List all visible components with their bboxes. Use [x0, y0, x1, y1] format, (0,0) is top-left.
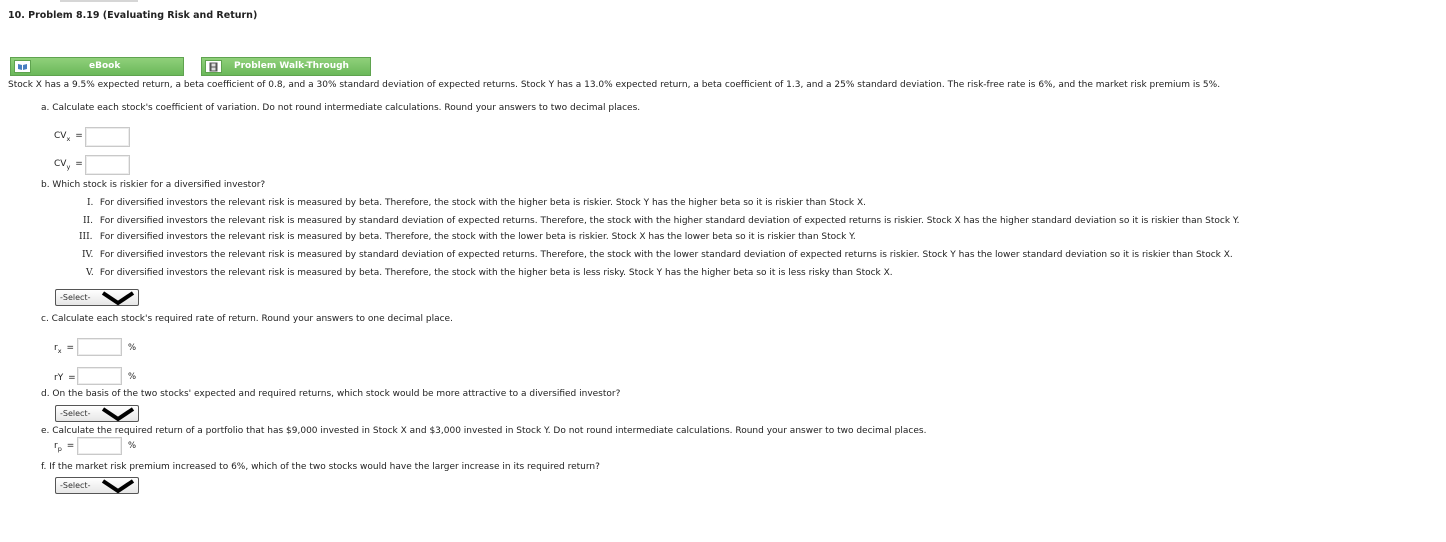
problem-title: 10. Problem 8.19 (Evaluating Risk and Return) [8, 10, 258, 21]
part-d-select[interactable]: -Select- [55, 405, 139, 422]
chevron-down-icon [99, 405, 137, 422]
part-b-prompt: b. Which stock is riskier for a diversified investor? [41, 180, 266, 190]
cvx-input[interactable] [85, 127, 130, 147]
rp-input[interactable] [77, 437, 122, 455]
rp-percent: % [128, 441, 137, 451]
ry-percent: % [128, 372, 137, 382]
part-e-prompt: e. Calculate the required return of a portfolio that has $9,000 invested in Stock X and $3,000 invested in Stock Y. Do not round intermediate calculations. Round your answer to two decimal places. [41, 426, 927, 436]
ry-input[interactable] [77, 367, 122, 385]
rx-label: $r_x$ = [54, 343, 74, 355]
ebook-label: eBook [89, 61, 121, 71]
option-v: V. For diversified investors the relevant risk is measured by beta. Therefore, the stock with the higher beta is less risky. Stock Y has the higher beta so it is less risky than Stock X. [86, 268, 893, 278]
problem-walkthrough-button[interactable] [201, 57, 371, 76]
film-icon [205, 60, 222, 73]
option-iii: III. For diversified investors the relevant risk is measured by beta. Therefore, the stock with the lower beta is riskier. Stock X has the lower beta so it is riskier than Stock Y. [79, 232, 856, 242]
part-a-prompt: a. Calculate each stock's coefficient of variation. Do not round intermediate calculations. Round your answers to two decimal places. [41, 103, 641, 113]
part-f-prompt: f. If the market risk premium increased to 6%, which of the two stocks would have the larger increase in its required return? [41, 462, 600, 472]
option-i: I. For diversified investors the relevant risk is measured by beta. Therefore, the stock with the higher beta is riskier. Stock Y has the higher beta so it is riskier than Stock X. [87, 198, 867, 208]
rp-label: $r_p$ = [54, 441, 75, 453]
chevron-down-icon [99, 289, 137, 306]
part-b-select[interactable]: -Select- [55, 289, 139, 306]
part-c-prompt: c. Calculate each stock's required rate of return. Round your answers to one decimal place. [41, 314, 453, 324]
cvx-label: $CV_x$ = [54, 131, 83, 143]
ebook-button[interactable] [10, 57, 184, 76]
ry-label: rY = [54, 373, 76, 383]
cvy-label: $CV_y$ = [54, 159, 83, 171]
part-d-prompt: d. On the basis of the two stocks' expected and required returns, which stock would be more attractive to a diversified investor? [41, 389, 621, 399]
part-f-select[interactable]: -Select- [55, 477, 139, 494]
cvy-input[interactable] [85, 155, 130, 175]
rx-input[interactable] [77, 338, 122, 356]
problem-statement: Stock X has a 9.5% expected return, a beta coefficient of 0.8, and a 30% standard deviation of expected returns. Stock Y has a 13.0% expected return, a beta coefficient of 1.3, and a 25% standard deviation. The risk-free rate is 6%, and the market risk premium is 5%. [8, 80, 1221, 90]
chevron-down-icon [99, 477, 137, 494]
walkthrough-label: Problem Walk-Through [234, 61, 349, 71]
option-iv: IV. For diversified investors the relevant risk is measured by standard deviation of expected returns. Therefore, the stock with the lower standard deviation of expected returns is riskier. Stock Y has the lower standard deviation so it is riskier than Stock X. [82, 250, 1233, 260]
book-icon [14, 60, 31, 73]
option-ii: II. For diversified investors the relevant risk is measured by standard deviation of expected returns. Therefore, the stock with the higher standard deviation of expected returns is riskier. Stock X has the higher standard deviation so it is riskier than Stock Y. [83, 216, 1240, 226]
top-divider [60, 0, 138, 2]
rx-percent: % [128, 343, 137, 353]
